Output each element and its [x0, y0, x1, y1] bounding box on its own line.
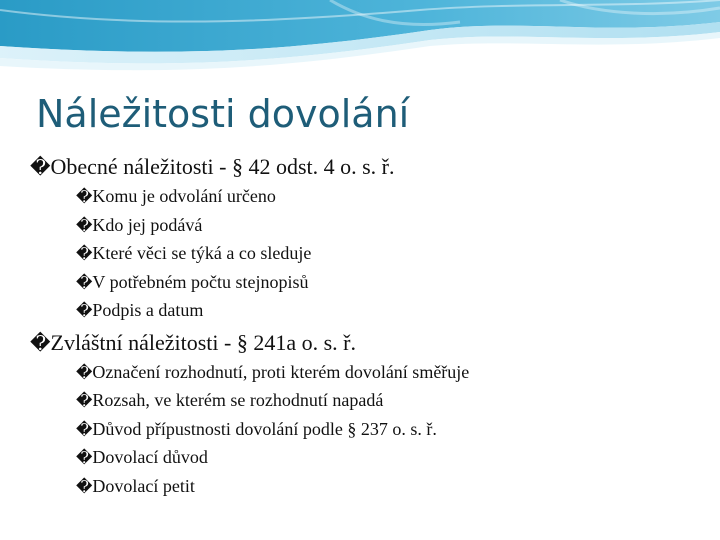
list-item-text: Komu je odvolání určeno — [92, 186, 276, 206]
page-title: Náležitosti dovolání — [36, 92, 410, 136]
bullet-icon: � — [76, 393, 93, 410]
list-item — [76, 416, 710, 445]
list-item-text: Označení rozhodnutí, proti kterém dovolání směřuje — [92, 361, 470, 382]
list-item — [76, 387, 710, 416]
bullet-icon: � — [76, 246, 93, 263]
bullet-icon: � — [30, 332, 51, 355]
section-heading-text: Zvláštní náležitosti - § 241a o. s. ř. — [50, 329, 357, 355]
bullet-content — [30, 152, 710, 501]
bullet-icon: � — [76, 450, 93, 467]
list-item — [76, 297, 710, 326]
list-item-text: Důvod přípustnosti dovolání podle § 237 o. s. ř. — [92, 418, 437, 439]
list-item — [76, 212, 710, 241]
bullet-icon: � — [76, 274, 93, 292]
section-special — [30, 328, 710, 502]
list-item-text: Rozsah, ve kterém se rozhodnutí napadá — [92, 390, 384, 410]
section-heading-text: Obecné náležitosti - § 42 odst. 4 o. s. ř. — [50, 154, 395, 179]
list-item — [76, 240, 710, 269]
list-item-text: Které věci se týká a co sleduje — [92, 243, 312, 263]
bullet-icon: � — [76, 421, 93, 439]
section-general — [30, 152, 710, 326]
list-item-text: Dovolací důvod — [92, 447, 208, 467]
list-item — [76, 183, 710, 212]
section-heading — [30, 328, 710, 359]
list-item-text: Kdo jej podává — [92, 214, 203, 235]
bullet-icon: � — [76, 364, 93, 382]
bullet-icon: � — [76, 303, 93, 320]
list-item-text: Dovolací petit — [92, 475, 195, 496]
bullet-icon: � — [76, 189, 93, 206]
list-item — [76, 444, 710, 473]
list-item-text: Podpis a datum — [92, 300, 204, 320]
bullet-icon: � — [30, 157, 51, 179]
decorative-wave-banner — [0, 0, 720, 80]
section-heading — [30, 152, 710, 183]
bullet-icon: � — [76, 478, 93, 496]
list-item — [76, 269, 710, 298]
list-item — [76, 359, 710, 388]
list-item — [76, 473, 710, 502]
list-item-text: V potřebném počtu stejnopisů — [92, 271, 309, 292]
bullet-icon: � — [76, 217, 93, 235]
